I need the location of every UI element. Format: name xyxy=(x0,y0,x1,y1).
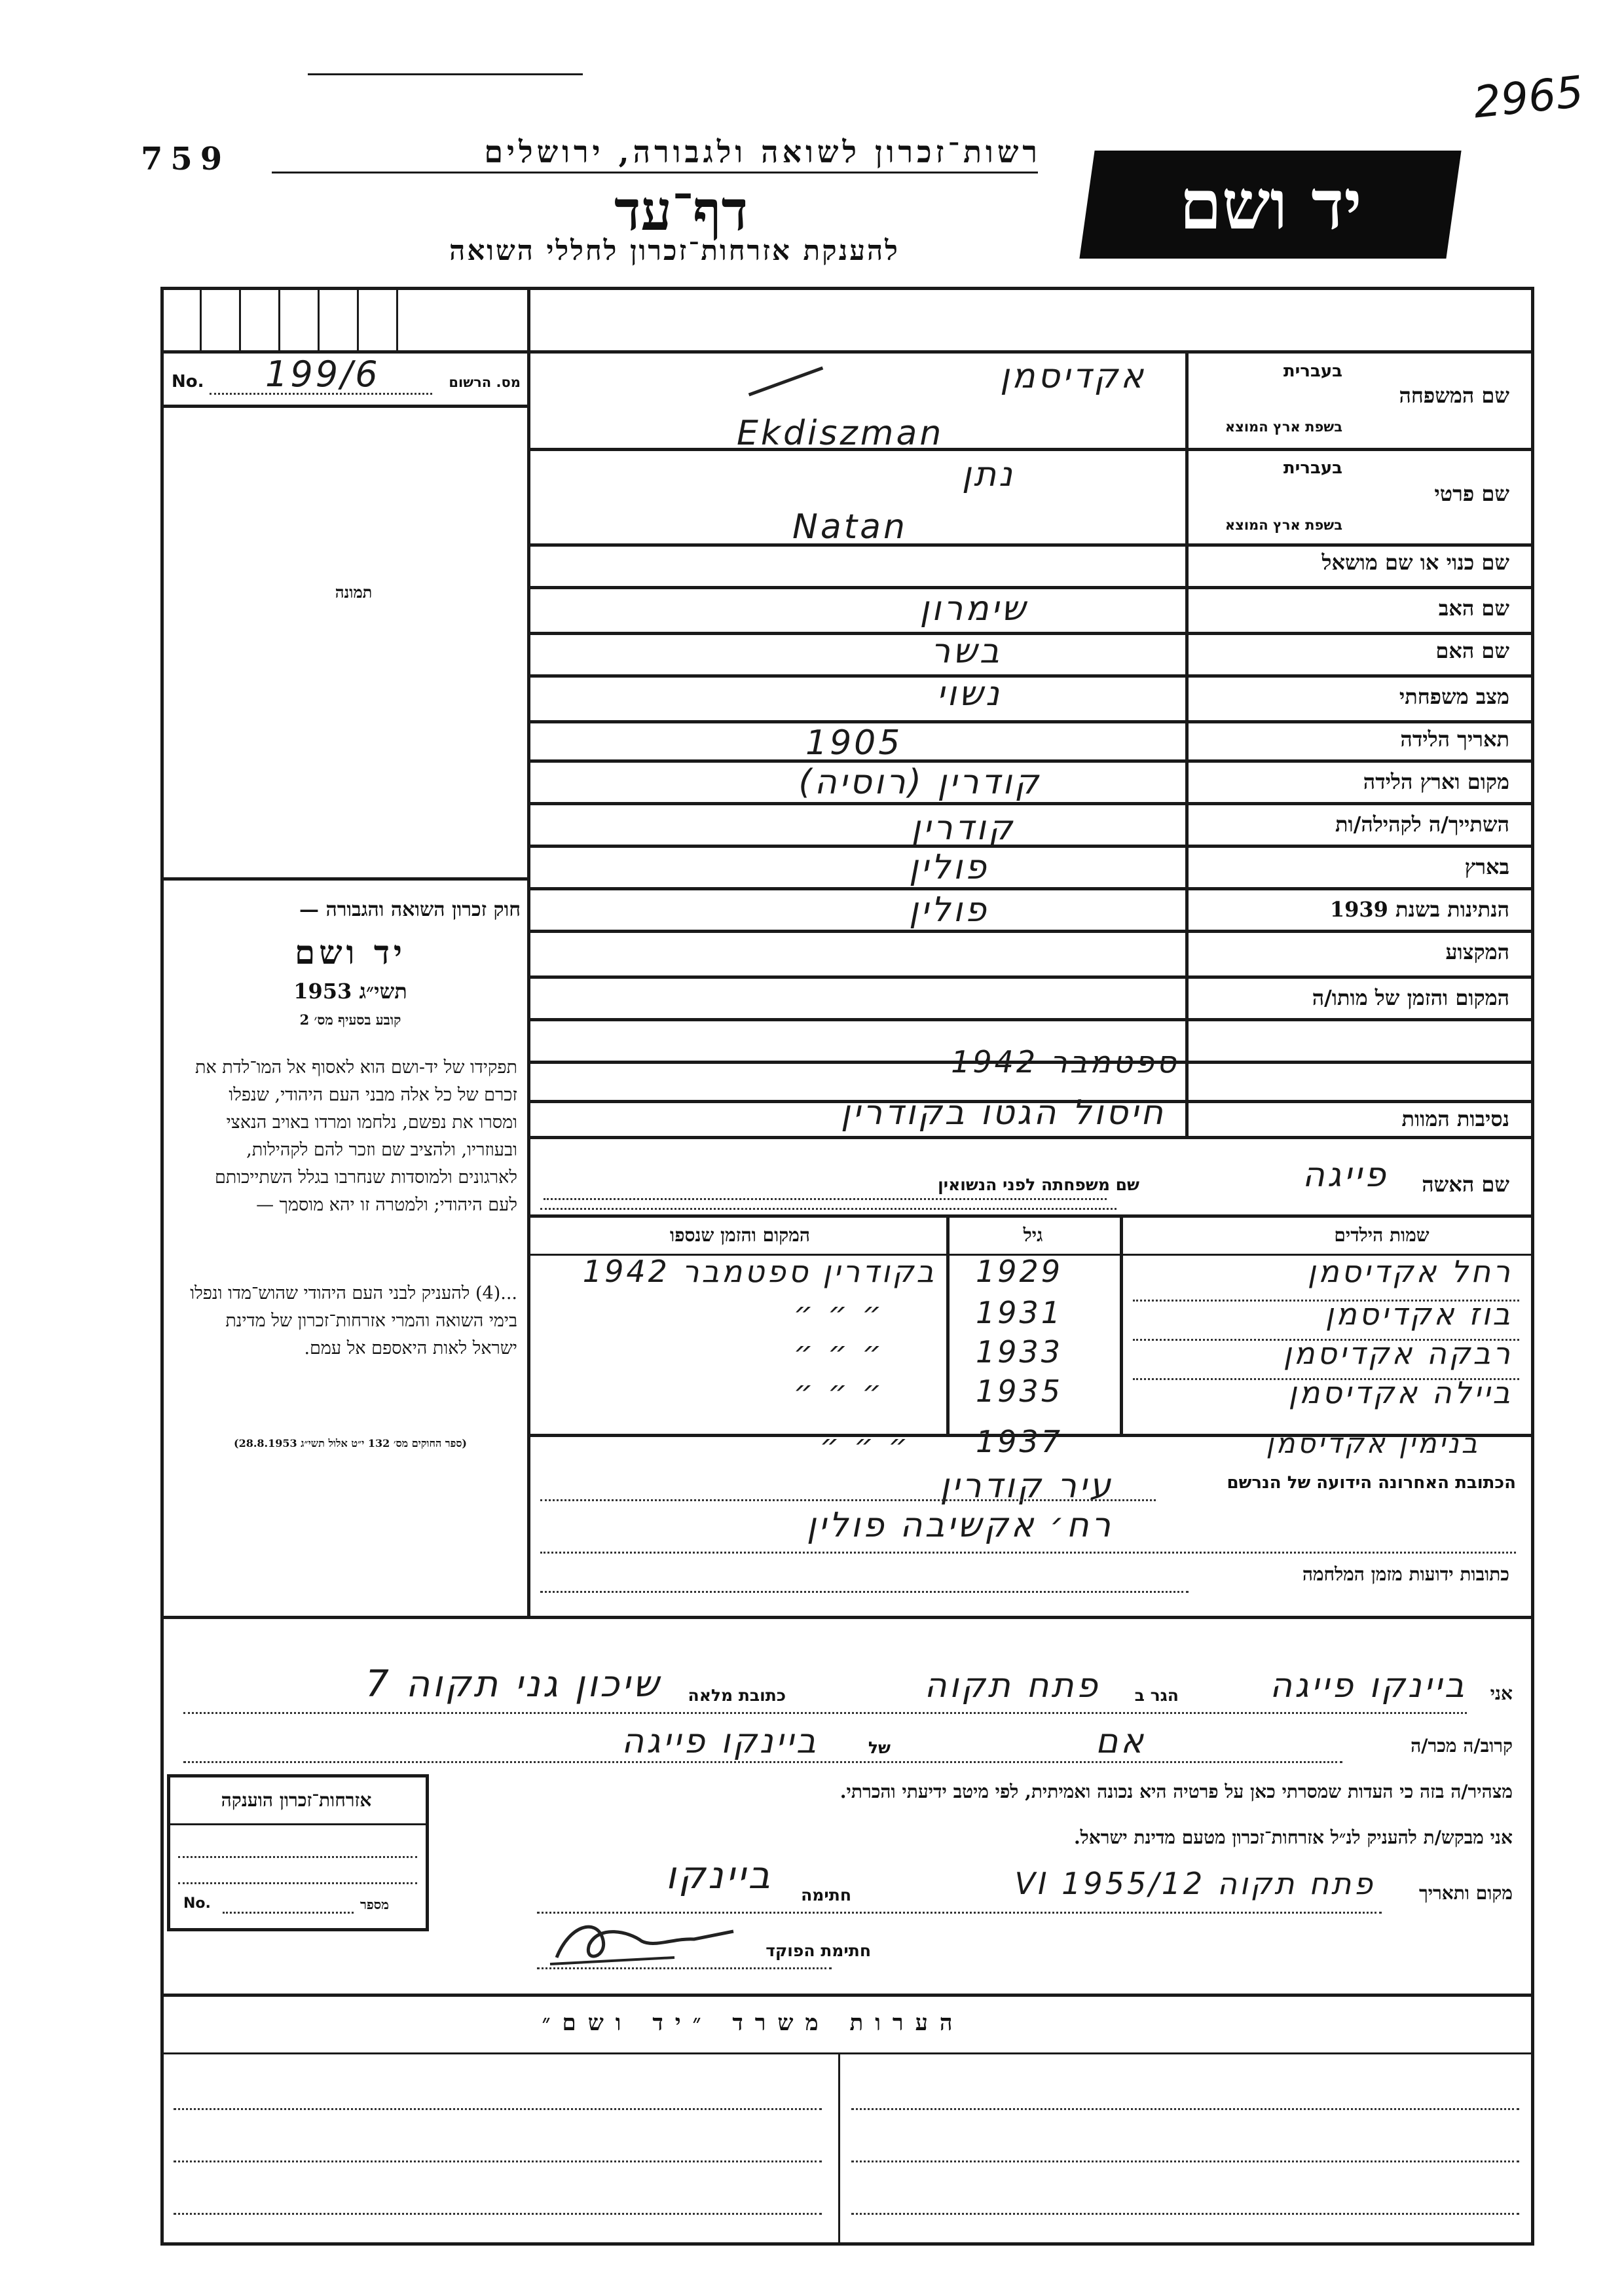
child-age: 1931 xyxy=(976,1295,1063,1330)
declarant-signature: ביינקו xyxy=(665,1853,773,1897)
given-name-label: שם פרטי xyxy=(1434,481,1509,506)
child-name: רחל אקדיסמן xyxy=(1307,1254,1513,1289)
yad-vashem-logo xyxy=(1079,151,1461,259)
law-name: יד ושם xyxy=(295,933,406,972)
citizenship-1939-value: פולין xyxy=(909,890,989,930)
signature-label: חתימה xyxy=(801,1886,851,1904)
official-signature-label: חתימת הפוקד xyxy=(766,1941,871,1960)
given-hebrew-sublabel: בעברית xyxy=(1283,458,1342,478)
surname-hebrew-value: אקדיסמן xyxy=(1000,357,1146,396)
official-signature xyxy=(544,1912,740,1971)
stamp-number: 759 xyxy=(141,141,231,177)
header-rule xyxy=(308,73,583,75)
law-paragraph-2: ...(4) להעניק לבני העם היהודי שהוש־מדו ונפלו בימי השואה והמרי אזרחות־זכרון של מדינת ישראל לאות היאספם אל עמם. xyxy=(190,1283,517,1358)
wife-name-label: שם האשה xyxy=(1422,1172,1509,1197)
registration-number: 199/6 xyxy=(265,354,380,395)
death-place-time-label: המקום והזמן של מותו/ה xyxy=(1312,985,1509,1010)
child-place: ״ ״ ״ xyxy=(793,1374,884,1409)
child-name: רבקה אקדיסמן xyxy=(1283,1336,1513,1371)
reg-row-bottom xyxy=(160,405,527,408)
marital-status-label: מצב משפחתי xyxy=(1399,684,1509,709)
nickname-label: שם כנוי או שם מושאל xyxy=(1321,550,1509,575)
wife-maiden-label: שם משפחתה לפני הנשואין xyxy=(938,1175,1139,1194)
birth-place-label: מקום וארץ הלידה xyxy=(1363,769,1509,794)
registration-label-he: מס. הרשום xyxy=(449,374,521,390)
relation-of-person: ביינקו פייגה xyxy=(621,1722,819,1761)
place-date-value: פתח תקוה 12/VI 1955 xyxy=(1014,1866,1375,1901)
child-age: 1929 xyxy=(976,1254,1063,1289)
last-address-label: הכתובת האחרונה הידועה של הנרשם xyxy=(1227,1473,1516,1493)
form-subtitle: להענקת אזרחות־זכרון לחללי השואה xyxy=(449,234,900,266)
citizenship-granted-box xyxy=(167,1774,429,1931)
birth-place-value: קודרין (רוסיה) xyxy=(798,763,1041,802)
marital-status-value: נשוי xyxy=(936,674,1002,714)
given-latin-value: Natan xyxy=(792,507,908,547)
registration-label-en: No. xyxy=(172,372,204,392)
citizenship-box-no-en: No. xyxy=(183,1895,211,1912)
father-name-value: שימרון xyxy=(919,589,1028,629)
truth-statement: מצהיר/ה בזה כי העדות שמסרתי כאן על פרטיה היא נכונה ואמיתית, לפי מיטב ידיעתי והכרתי. xyxy=(840,1781,1513,1802)
child-name: ביילה אקדיסמן xyxy=(1288,1375,1513,1410)
declarant-address: שיכון גני תקוה 7 xyxy=(365,1663,661,1705)
child-place: ״ ״ ״ xyxy=(793,1295,884,1330)
birth-date-value: 1905 xyxy=(805,723,903,763)
community-value: קודרין xyxy=(911,809,1015,848)
citizenship-1939-label: הנתינות בשנת 1939 xyxy=(1329,897,1509,922)
death-place-time-value: ספטמבר 1942 xyxy=(951,1044,1179,1080)
surname-latin-value: Ekdiszman xyxy=(737,414,944,453)
child-name: בוז אקדיסמן xyxy=(1325,1296,1513,1332)
frame-left xyxy=(160,287,164,2246)
war-addresses-label: כתובות ידועות מזמן המלחמה xyxy=(1302,1563,1509,1585)
citizenship-box-title: אזרחות־זכרון הוענקה xyxy=(221,1789,372,1811)
declarant-resides-label: הגר ב xyxy=(1134,1686,1179,1705)
notes-title: הערות משרד ״יד ושם״ xyxy=(542,2010,965,2036)
law-paragraph-1: תפקידו של יד-ושם הוא לאסוף אל המו־לדת את זכרם של כל אלה מבני העם היהודי, שנפלו ומסרו את נפשם, נלחמו ומרדו באויב הנאצי ובעוזריו, ולהציב שם וזכר להם לקהילות, לארגונים ולמוסדות שנחרבו בגלל השתייכותם לעם היהודי; ולמטרה זו יהא מוסמך — xyxy=(194,1057,517,1215)
last-address-line-2: רח׳ אקשיבה פולין xyxy=(806,1506,1113,1545)
declarant-name: ביינקו פייגה xyxy=(1270,1666,1467,1705)
archive-mark: 2965 xyxy=(1471,66,1586,128)
relation-label: קרוב/ה מכר/ה xyxy=(1411,1735,1513,1757)
form-title: דף־עד xyxy=(614,178,748,243)
surname-label: שם המשפחה xyxy=(1399,383,1509,408)
declarant-address-label: כתובת מלאה xyxy=(688,1686,786,1705)
child-place: ״ ״ ״ xyxy=(793,1334,884,1370)
law-year: תשי״ג 1953 xyxy=(293,979,407,1004)
community-label: השתייך/ה לקהילה/ות xyxy=(1335,812,1509,837)
last-address-line-1: עיר קודרין xyxy=(940,1467,1113,1506)
children-place-header: המקום והזמן שנספו xyxy=(670,1224,810,1246)
child-age: 1935 xyxy=(976,1374,1063,1409)
given-hebrew-value: נתן xyxy=(961,455,1015,494)
child-place: בקודרין ספטמבר 1942 xyxy=(582,1254,936,1289)
mother-name-value: בשר xyxy=(931,632,1002,671)
given-origin-sublabel: בשפת ארץ המוצא xyxy=(1225,517,1342,533)
frame-right xyxy=(1531,287,1534,2246)
frame-top xyxy=(160,287,1534,290)
wife-name-value: פייגה xyxy=(1302,1156,1388,1195)
relation-of-label: של xyxy=(868,1738,891,1757)
declarant-city: פתח תקוה xyxy=(924,1666,1100,1705)
law-section: קובע בסעיף מס׳ 2 xyxy=(299,1011,401,1028)
death-circumstances-label: נסיבות המוות xyxy=(1401,1106,1509,1131)
place-date-label: מקום ותאריך xyxy=(1418,1882,1513,1904)
birth-date-label: תאריך הלידה xyxy=(1400,727,1509,752)
mother-name-label: שם האם xyxy=(1435,638,1509,663)
photo-bottom xyxy=(160,877,527,881)
surname-hebrew-sublabel: בעברית xyxy=(1283,361,1342,381)
country-label: בארץ xyxy=(1464,854,1509,879)
declarant-i-label: אני xyxy=(1490,1683,1513,1704)
death-circumstances-value: חיסול הגטו בקודרין xyxy=(840,1093,1166,1133)
citizenship-box-no-he: מספר xyxy=(360,1897,389,1912)
child-age: 1937 xyxy=(976,1424,1063,1459)
country-value: פולין xyxy=(909,848,989,887)
col-divider-main xyxy=(527,287,530,1616)
relation-value: אם xyxy=(1095,1722,1146,1761)
child-place: ״ ״ ״ xyxy=(819,1427,910,1463)
authority-underline xyxy=(272,172,1038,173)
children-age-header: גיל xyxy=(1023,1224,1043,1246)
father-name-label: שם האב xyxy=(1438,596,1509,621)
photo-label: תמונה xyxy=(335,583,373,602)
citizenship-request: אני מבקש/ת להעניק לנ״ל אזרחות־זכרון מטעם מדינת ישראל. xyxy=(1073,1827,1513,1848)
logo-text: יד ושם xyxy=(1179,164,1362,245)
law-gazette: (ספר החוקים מס׳ 132 י״ט אלול תשי״ג 28.8.1953) xyxy=(234,1437,467,1449)
child-name: בנימין אקדיסמן xyxy=(1266,1427,1480,1459)
child-age: 1933 xyxy=(976,1334,1063,1370)
authority-name: רשות־זכרון לשואה ולגבורה, ירושלים xyxy=(484,134,1041,170)
law-title: חוק זכרון השואה והגבורה — xyxy=(299,898,521,921)
occupation-label: המקצוע xyxy=(1445,939,1509,964)
children-names-header: שמות הילדים xyxy=(1334,1224,1430,1246)
surname-origin-sublabel: בשפת ארץ המוצא xyxy=(1225,419,1342,435)
